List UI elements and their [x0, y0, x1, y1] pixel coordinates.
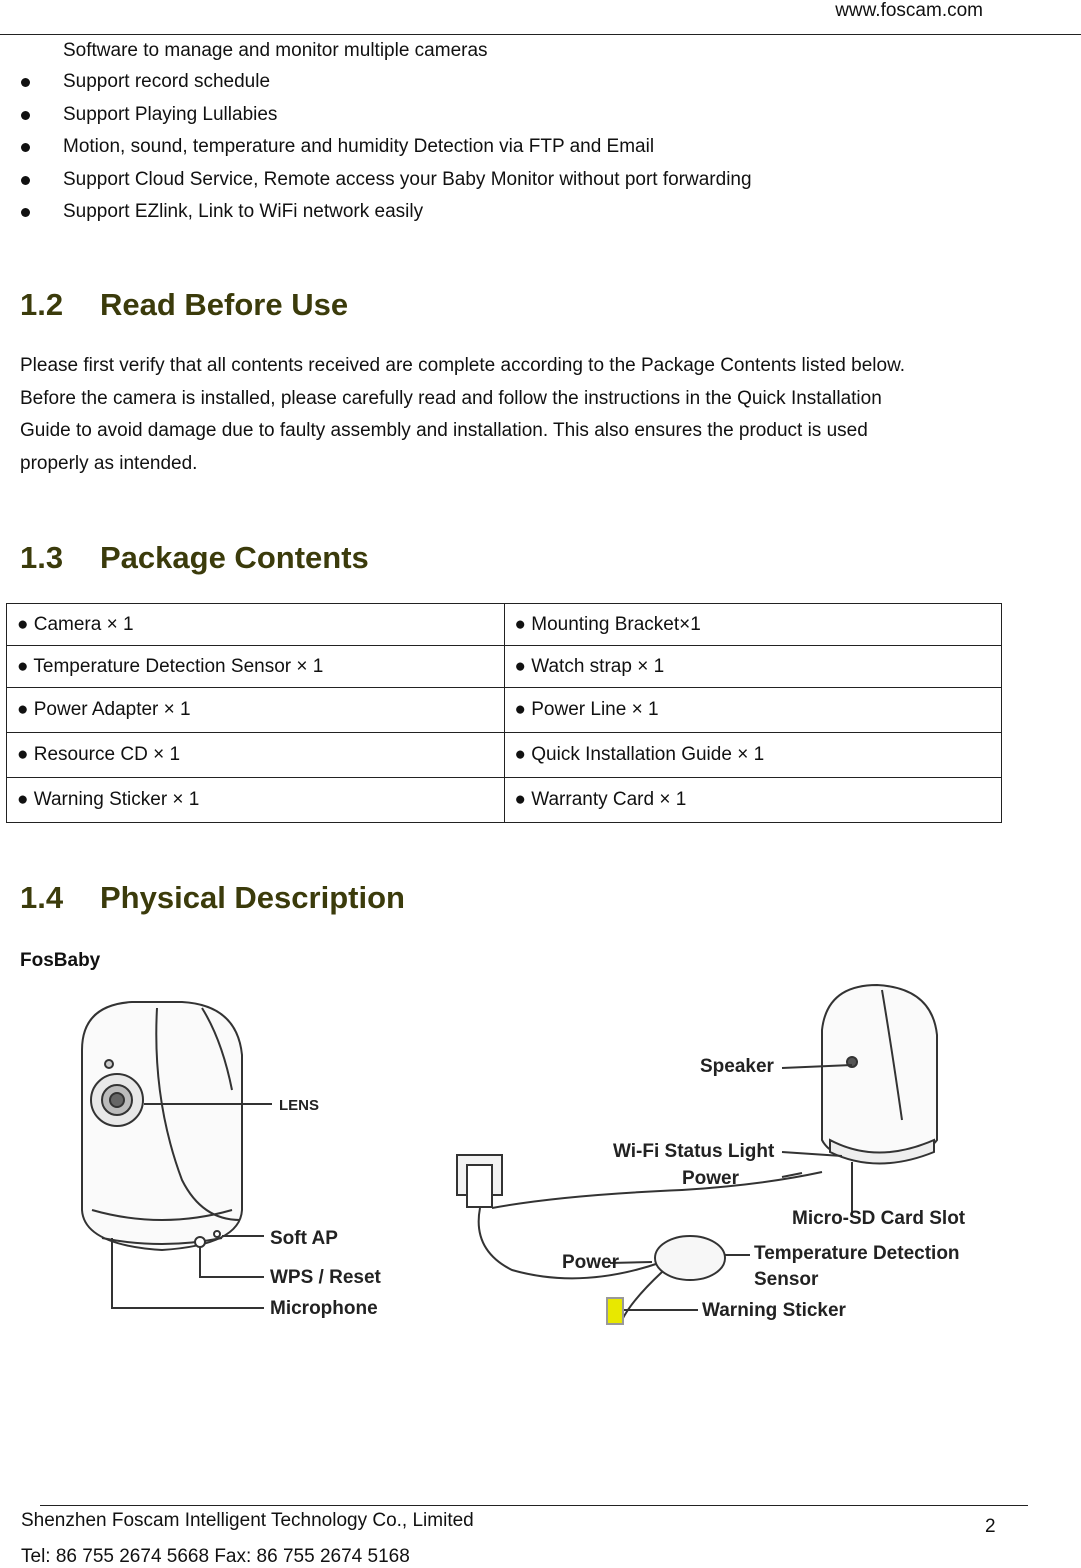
bullet-icon	[21, 143, 30, 152]
paragraph-line: Guide to avoid damage due to faulty assembly and installation. This also ensures the product is used	[20, 420, 868, 441]
feature-list	[0, 70, 752, 233]
warning-sticker-icon	[607, 1298, 623, 1324]
label-wifi-status-light: Wi-Fi Status Light	[613, 1141, 775, 1162]
footer-rule	[40, 1505, 1028, 1506]
section-number: 1.3	[20, 540, 64, 575]
label-micro-sd-card-slot: Micro-SD Card Slot	[792, 1208, 966, 1229]
table-cell: ● Power Line × 1	[504, 688, 1002, 733]
header-rule	[0, 34, 1081, 35]
intro-line: Software to manage and monitor multiple cameras	[63, 40, 488, 61]
footer-contact: Tel: 86 755 2674 5668 Fax: 86 755 2674 5168	[21, 1546, 410, 1567]
section-title: Physical Description	[100, 880, 405, 915]
table-cell: ● Quick Installation Guide × 1	[504, 733, 1002, 778]
label-sensor: Sensor	[754, 1269, 819, 1290]
table-cell: ● Camera × 1	[7, 604, 505, 646]
section-title: Package Contents	[100, 540, 369, 575]
table-row	[7, 646, 1002, 688]
label-lens: LENS	[279, 1097, 320, 1114]
table-row	[7, 688, 1002, 733]
bullet-icon	[21, 78, 30, 87]
label-microphone: Microphone	[270, 1298, 378, 1319]
section-title: Read Before Use	[100, 287, 349, 322]
list-item: Support Playing Lullabies	[0, 103, 752, 136]
package-contents-table	[6, 603, 1002, 823]
section-number: 1.2	[20, 287, 64, 322]
label-power-top: Power	[682, 1168, 740, 1189]
table-cell: ● Resource CD × 1	[7, 733, 505, 778]
paragraph-line: Before the camera is installed, please carefully read and follow the instructions in the Quick Installation	[20, 387, 882, 409]
list-item: Motion, sound, temperature and humidity Detection via FTP and Email	[0, 135, 752, 168]
label-power-bottom: Power	[562, 1252, 620, 1273]
table-cell: ● Warning Sticker × 1	[7, 778, 505, 823]
paragraph-line: Please first verify that all contents received are complete according to the Package Contents listed below.	[20, 355, 906, 376]
table-row	[7, 733, 1002, 778]
table-row	[7, 604, 1002, 646]
table-cell: ● Watch strap × 1	[504, 646, 1002, 688]
list-item: Support record schedule	[0, 70, 752, 103]
table-cell: ● Power Adapter × 1	[7, 688, 505, 733]
bullet-icon	[21, 208, 30, 217]
label-wps-reset: WPS / Reset	[270, 1267, 381, 1288]
table-row	[7, 778, 1002, 823]
camera-diagram	[62, 980, 992, 1340]
list-item: Support EZlink, Link to WiFi network easily	[0, 200, 752, 233]
section-heading-physical-description	[20, 880, 405, 916]
table-cell: ● Warranty Card × 1	[504, 778, 1002, 823]
label-temperature-detection: Temperature Detection	[754, 1243, 960, 1264]
read-before-use-paragraph	[20, 350, 1040, 480]
paragraph-line: properly as intended.	[20, 452, 198, 474]
header-url: www.foscam.com	[835, 0, 983, 21]
table-cell: ● Temperature Detection Sensor × 1	[7, 646, 505, 688]
page-number: 2	[985, 1516, 996, 1537]
section-heading-package-contents	[20, 540, 369, 576]
camera-front-illustration	[82, 1002, 242, 1250]
label-speaker: Speaker	[700, 1056, 774, 1077]
label-soft-ap: Soft AP	[270, 1228, 338, 1249]
footer-company: Shenzhen Foscam Intelligent Technology Co., Limited	[21, 1510, 474, 1531]
list-item: Support Cloud Service, Remote access your Baby Monitor without port forwarding	[0, 168, 752, 201]
product-name: FosBaby	[20, 950, 101, 971]
bullet-icon	[21, 111, 30, 120]
bullet-icon	[21, 176, 30, 185]
table-cell: ● Mounting Bracket×1	[504, 604, 1002, 646]
section-heading-read-before-use	[20, 287, 348, 323]
label-warning-sticker: Warning Sticker	[702, 1300, 846, 1321]
section-number: 1.4	[20, 880, 64, 915]
camera-rear-illustration	[822, 985, 937, 1164]
